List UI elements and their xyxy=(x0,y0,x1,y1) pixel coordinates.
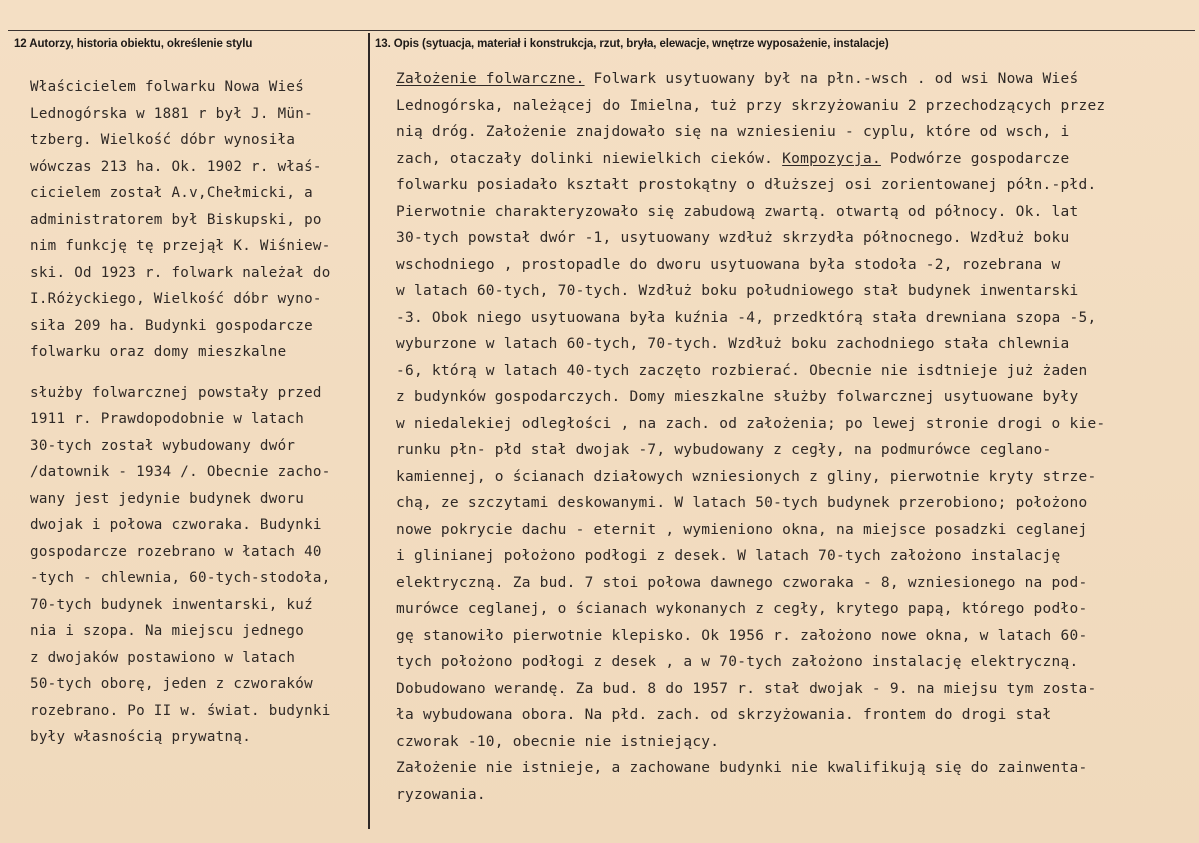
text-line: z budynków gospodarczych. Domy mieszkalne służby folwarcznej usytuowane były xyxy=(396,389,1079,405)
text-line: runku płn- płd stał dwojak -7, wybudowany z cegły, na podmurówce ceglano- xyxy=(396,442,1052,458)
text-line: gospodarcze rozebrano w łatach 40 xyxy=(30,543,322,560)
text-line: Właścicielem folwarku Nowa Wieś xyxy=(30,79,305,95)
text-line: tych położono podłogi z desek , a w 70-tych założono instalację elektryczną. xyxy=(396,654,1079,670)
text-line: administratorem był Biskupski, po xyxy=(30,211,322,228)
text-line: nowe pokrycie dachu - eternit , wymieniono okna, na miejsce posadzki ceglanej xyxy=(396,521,1088,538)
text-line: cicielem został A.v,Chełmicki, a xyxy=(30,185,313,201)
text-line: 30-tych został wybudowany dwór xyxy=(30,437,296,454)
heading-kompozycja: Kompozycja. xyxy=(782,150,881,167)
text-line: ła wybudowana obora. Na płd. zach. od skrzyżowania. frontem do drogi stał xyxy=(396,707,1052,723)
text-line: rozebrano. Po II w. świat. budynki xyxy=(30,702,331,719)
text-line: zach, otaczały dolinki niewielkich cieków. Kompozycja. Podwórze gospodarcze xyxy=(396,150,1070,167)
text-line: w latach 60-tych, 70-tych. Wzdłuż boku południowego stał budynek inwentarski xyxy=(396,283,1079,299)
text-line: 30-tych powstał dwór -1, usytuowany wzdłuż skrzydła północnego. Wzdłuż boku xyxy=(396,230,1070,246)
text-line: wyburzone w latach 60-tych, 70-tych. Wzdłuż boku zachodniego stała chlewnia xyxy=(396,336,1070,352)
text-line: Pierwotnie charakteryzowało się zabudową zwartą. otwartą od północy. Ok. lat xyxy=(396,203,1079,220)
text-line: folwarku posiadało kształt prostokątny o dłuższej osi zorientowanej półn.-płd. xyxy=(396,177,1097,193)
text-line: służby folwarcznej powstały przed xyxy=(30,384,322,401)
text-line: 70-tych budynek inwentarski, kuź xyxy=(30,596,313,613)
text-line: /datownik - 1934 /. Obecnie zacho- xyxy=(30,464,331,480)
text-line: Dobudowano werandę. Za bud. 8 do 1957 r. stał dwojak - 9. na miejsu tym zosta- xyxy=(396,680,1097,697)
text-line: ryzowania. xyxy=(396,786,486,803)
heading-zalozenie: Założenie folwarczne. xyxy=(396,71,585,87)
text-line: folwarku oraz domy mieszkalne xyxy=(30,344,287,360)
text-line: siła 209 ha. Budynki gospodarcze xyxy=(30,317,313,334)
text-line: z dwojaków postawiono w latach xyxy=(30,649,296,666)
text-line: 1911 r. Prawdopodobnie w latach xyxy=(30,411,305,427)
column-divider xyxy=(368,33,370,829)
text-line: I.Różyckiego, Wielkość dóbr wyno- xyxy=(30,291,322,307)
text-line: Lednogórska, należącej do Imielna, tuż przy skrzyżowaniu 2 przechodzących przez xyxy=(396,97,1106,114)
text-line: chą, ze szczytami deskowanymi. W latach 50-tych budynek przerobiono; położono xyxy=(396,495,1088,511)
text-line: elektryczną. Za bud. 7 stoi połowa dawnego czworaka - 8, wzniesionego na pod- xyxy=(396,574,1088,591)
section-12-header: 12 Autorzy, historia obiektu, określenie stylu xyxy=(14,38,253,50)
text-line: gę stanowiło pierwotnie klepisko. Ok 1956 r. założono nowe okna, w latach 60- xyxy=(396,627,1088,644)
text-line: wschodniego , prostopadle do dworu usytuowana była stodoła -2, rozebrana w xyxy=(396,256,1061,273)
text-line: w niedalekiej odległości , na zach. od założenia; po lewej stronie drogi o kie- xyxy=(396,415,1106,432)
text-line: 50-tych oborę, jeden z czworaków xyxy=(30,676,313,692)
text-line: czworak -10, obecnie nie istniejący. xyxy=(396,733,720,750)
text-line: murówce ceglanej, o ścianach wykonanych z cegły, krytego papą, którego podło- xyxy=(396,601,1088,617)
text-line: dwojak i połowa czworaka. Budynki xyxy=(30,517,322,533)
text-line: i glinianej położono podłogi z desek. W latach 70-tych założono instalację xyxy=(396,548,1061,564)
text-line: tzberg. Wielkość dóbr wynosiła xyxy=(30,132,296,148)
header-divider xyxy=(8,30,1195,31)
text-line: Lednogórska w 1881 r był J. Mün- xyxy=(30,105,313,122)
text-line: nia i szopa. Na miejscu jednego xyxy=(30,623,305,639)
text-line: były własnością prywatną. xyxy=(30,729,252,745)
description-column xyxy=(396,66,1196,808)
text-line: wówczas 213 ha. Ok. 1902 r. właś- xyxy=(30,158,322,175)
text-line: kamiennej, o ścianach działowych wzniesionych z gliny, pierwotnie kryty strze- xyxy=(396,468,1097,485)
text-line: ski. Od 1923 r. folwark należał do xyxy=(30,264,331,281)
paragraph-gap xyxy=(30,366,366,380)
text-line: Założenie nie istnieje, a zachowane budynki nie kwalifikują się do zainwenta- xyxy=(396,760,1088,776)
text-line: -3. Obok niego usytuowana była kuźnia -4, przedktórą stała drewniana szopa -5, xyxy=(396,309,1097,326)
text-line: nią dróg. Założenie znajdowało się na wzniesieniu - cyplu, które od wsch, i xyxy=(396,124,1070,140)
section-13-header: 13. Opis (sytuacja, materiał i konstrukcja, rzut, bryła, elewacje, wnętrze wyposażenie, instalacje) xyxy=(375,38,889,50)
text-line: nim funkcję tę przejął K. Wiśniew- xyxy=(30,238,331,254)
text-line: Założenie folwarczne. Folwark usytuowany był na płn.-wsch . od wsi Nowa Wieś xyxy=(396,71,1079,87)
text-line: wany jest jedynie budynek dworu xyxy=(30,490,305,507)
text-line: -6, którą w latach 40-tych zaczęto rozbierać. Obecnie nie isdtnieje już żaden xyxy=(396,362,1088,379)
history-column xyxy=(30,74,366,751)
text-line: -tych - chlewnia, 60-tych-stodoła, xyxy=(30,570,331,586)
